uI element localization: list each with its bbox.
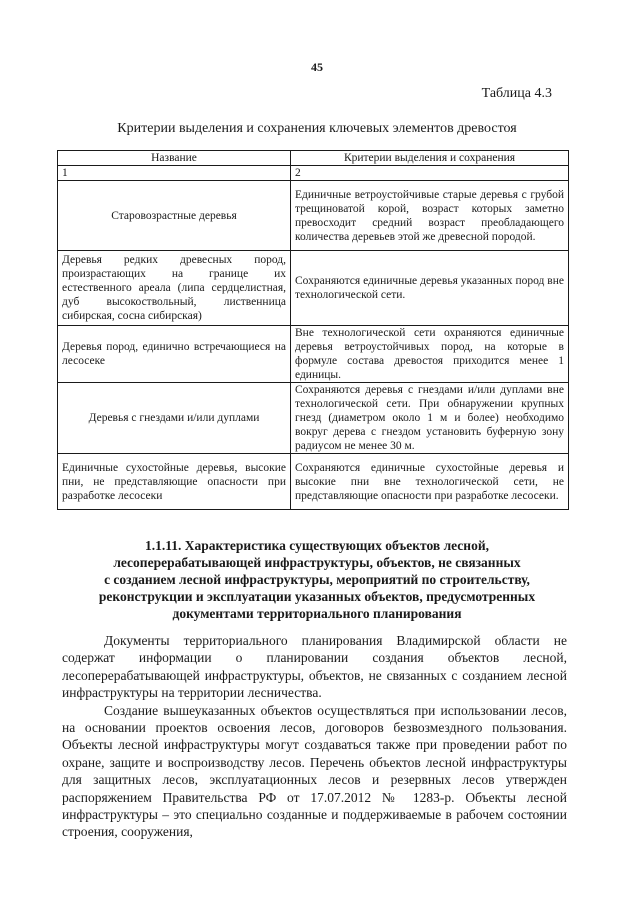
row-criteria: Единичные ветроустойчивые старые деревья с грубой трещиноватой корой, возраст которых заметно превосходит средний возраст преобладающего количества деревьев этой же древесной породой. [291,181,569,251]
criteria-table [57,150,569,510]
row-name: Единичные сухостойные деревья, высокие пни, не представляющие опасности при разработке лесосеки [58,454,291,510]
section-heading-line: с созданием лесной инфраструктуры, мероприятий по строительству, [104,572,530,587]
table-caption: Критерии выделения и сохранения ключевых элементов древостоя [117,121,517,136]
column-number-2: 2 [291,166,569,181]
table-row [58,251,569,326]
table-row [58,326,569,383]
row-name: Деревья с гнездами и/или дуплами [58,383,291,454]
table-row [58,454,569,510]
section-heading-line: 1.1.11. Характеристика существующих объектов лесной, [145,538,489,553]
row-criteria: Сохраняются единичные деревья указанных пород вне технологической сети. [291,251,569,326]
page-number: 45 [311,60,323,74]
row-name: Деревья пород, единично встречающиеся на лесосеке [58,326,291,383]
paragraph: Документы территориального планирования Владимирской области не содержат информации о планировании создания объектов лесной, лесоперерабатывающей инфраструктуры, объектов, не связанных с созданием лесной инфраструктуры на территории лесничества. [62,633,567,701]
table-row [58,383,569,454]
row-criteria: Сохраняются деревья с гнездами и/или дуплами вне технологической сети. При обнаружении крупных гнезд (диаметром около 1 м и более) необходимо вокруг дерева с гнездом установить буферную зону радиусом не менее 30 м. [291,383,569,454]
body-text [62,632,567,841]
column-number-1: 1 [58,166,291,181]
header-criteria: Критерии выделения и сохранения [291,151,569,166]
section-heading [60,537,574,622]
row-name: Старовозрастные деревья [58,181,291,251]
table-row [58,181,569,251]
section-heading-line: реконструкции и эксплуатации указанных объектов, предусмотренных [98,589,536,604]
header-name: Название [58,151,291,166]
row-name: Деревья редких древесных пород, произрастающих на границе их естественного ареала (липа сердцелистная, дуб высокоствольный, лиственница сибирская, сосна сибирская) [58,251,291,326]
row-criteria: Сохраняются единичные сухостойные деревья и высокие пни вне технологической сети, не представляющие опасности при разработке лесосеки. [291,454,569,510]
paragraph: Создание вышеуказанных объектов осуществляться при использовании лесов, на основании проектов освоения лесов, договоров безвозмездного пользования. Объекты лесной инфраструктуры могут создаваться также при проведении работ по охране, защите и воспроизводству лесов. Перечень объектов лесной инфраструктуры для защитных лесов, эксплуатационных лесов и резервных лесов утвержден распоряжением Правительства РФ от 17.07.2012 № 1283-р. Объекты лесной инфраструктуры – это специально созданные и поддерживаемые в рабочем состоянии строения, сооружения, [62,702,567,840]
table-header-row [58,151,569,166]
column-number-row [58,166,569,181]
section-heading-line: документами территориального планирования [172,606,462,621]
table-label: Таблица 4.3 [481,86,552,101]
row-criteria: Вне технологической сети охраняются единичные деревья ветроустойчивых пород, на которые в формуле состава древостоя приходится менее 1 единицы. [291,326,569,383]
section-heading-line: лесоперерабатывающей инфраструктуры, объектов, не связанных [113,555,521,570]
